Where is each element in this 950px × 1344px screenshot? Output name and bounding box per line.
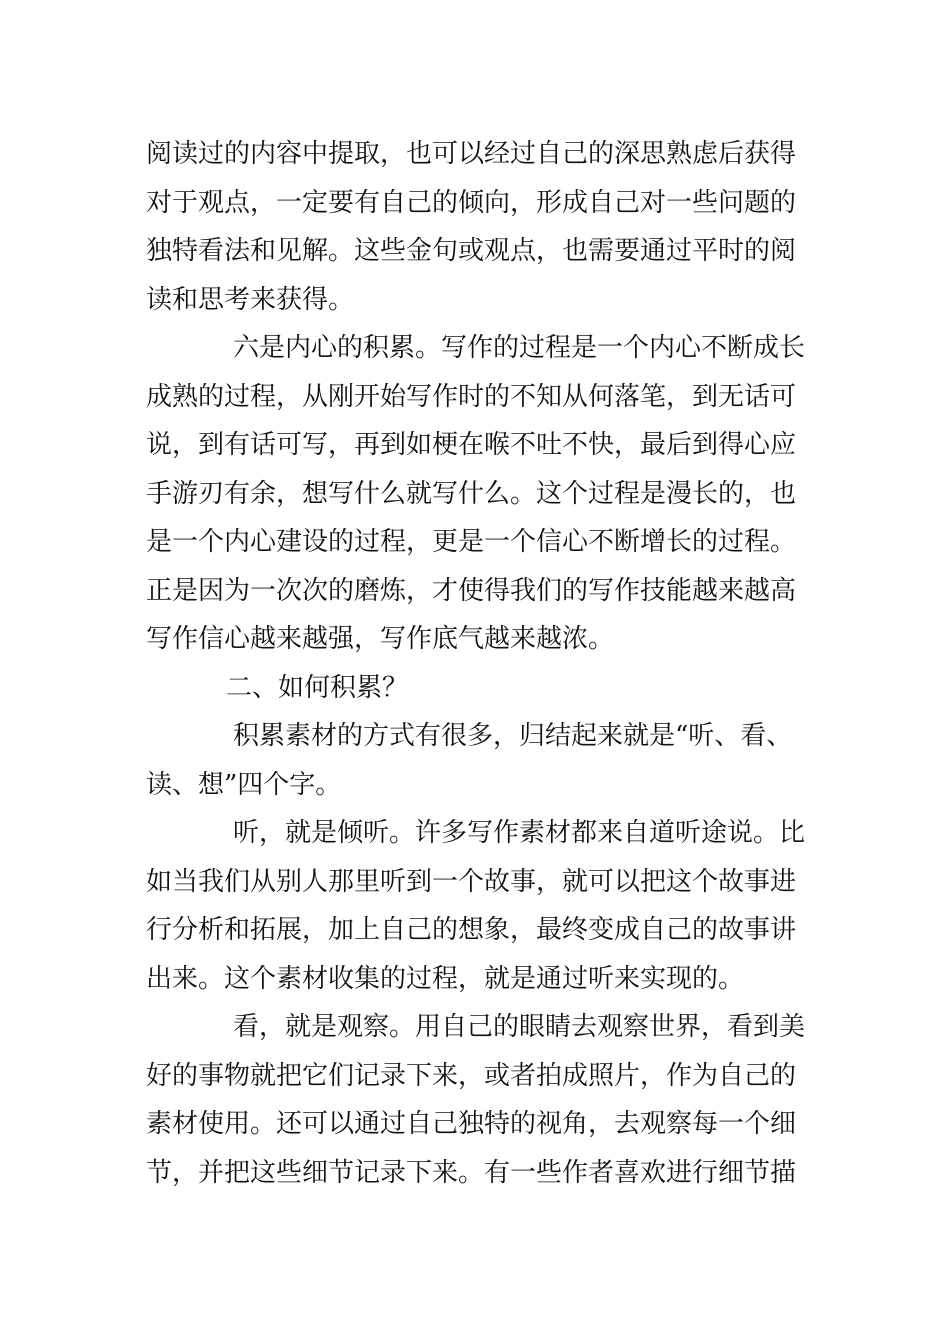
text-line: 节，并把这些细节记录下来。有一些作者喜欢进行细节描 [146,1157,797,1188]
text-line: 正是因为一次次的磨炼，才使得我们的写作技能越来越高 [146,575,797,606]
paragraph-start-line: 听，就是倾听。许多写作素材都来自道听途说。比 [233,818,806,848]
text-line: 行分析和拓展，加上自己的想象，最终变成自己的故事讲 [146,915,797,945]
text-line: 素材使用。还可以通过自己独特的视角，去观察每一个细 [146,1109,797,1139]
paragraph-start-line: 看，就是观察。用自己的眼睛去观察世界，看到美 [233,1012,806,1042]
text-line: 好的事物就把它们记录下来，或者拍成照片，作为自己的 [146,1060,797,1091]
paragraph-start-line: 六是内心的积累。写作的过程是一个内心不断成长 [233,333,806,363]
text-line: 是一个内心建设的过程，更是一个信心不断增长的过程。 [146,527,797,557]
text-line: 读、想”四个字。 [146,769,342,800]
text-line: 独特看法和见解。这些金句或观点，也需要通过平时的阅 [146,236,797,266]
text-line: 阅读过的内容中提取，也可以经过自己的深思熟虑后获得 [146,139,797,169]
text-line: 如当我们从别人那里听到一个故事，就可以把这个故事进 [146,866,797,897]
section-heading: 二、如何积累？ [226,672,409,703]
text-line: 说，到有话可写，再到如梗在喉不吐不快，最后到得心应 [146,430,797,460]
text-line: 出来。这个素材收集的过程，就是通过听来实现的。 [146,963,745,994]
text-line: 手游刃有余，想写什么就写什么。这个过程是漫长的，也 [146,478,797,509]
text-line: 对于观点，一定要有自己的倾向，形成自己对一些问题的 [146,187,797,218]
text-line: 读和思考来获得。 [146,284,355,315]
text-line: 写作信心越来越强，写作底气越来越浓。 [146,624,615,654]
text-line: 成熟的过程，从刚开始写作时的不知从何落笔，到无话可 [146,381,797,412]
paragraph-start-line: 积累素材的方式有很多，归结起来就是“听、看、 [233,721,793,751]
body-text [146,130,816,1197]
